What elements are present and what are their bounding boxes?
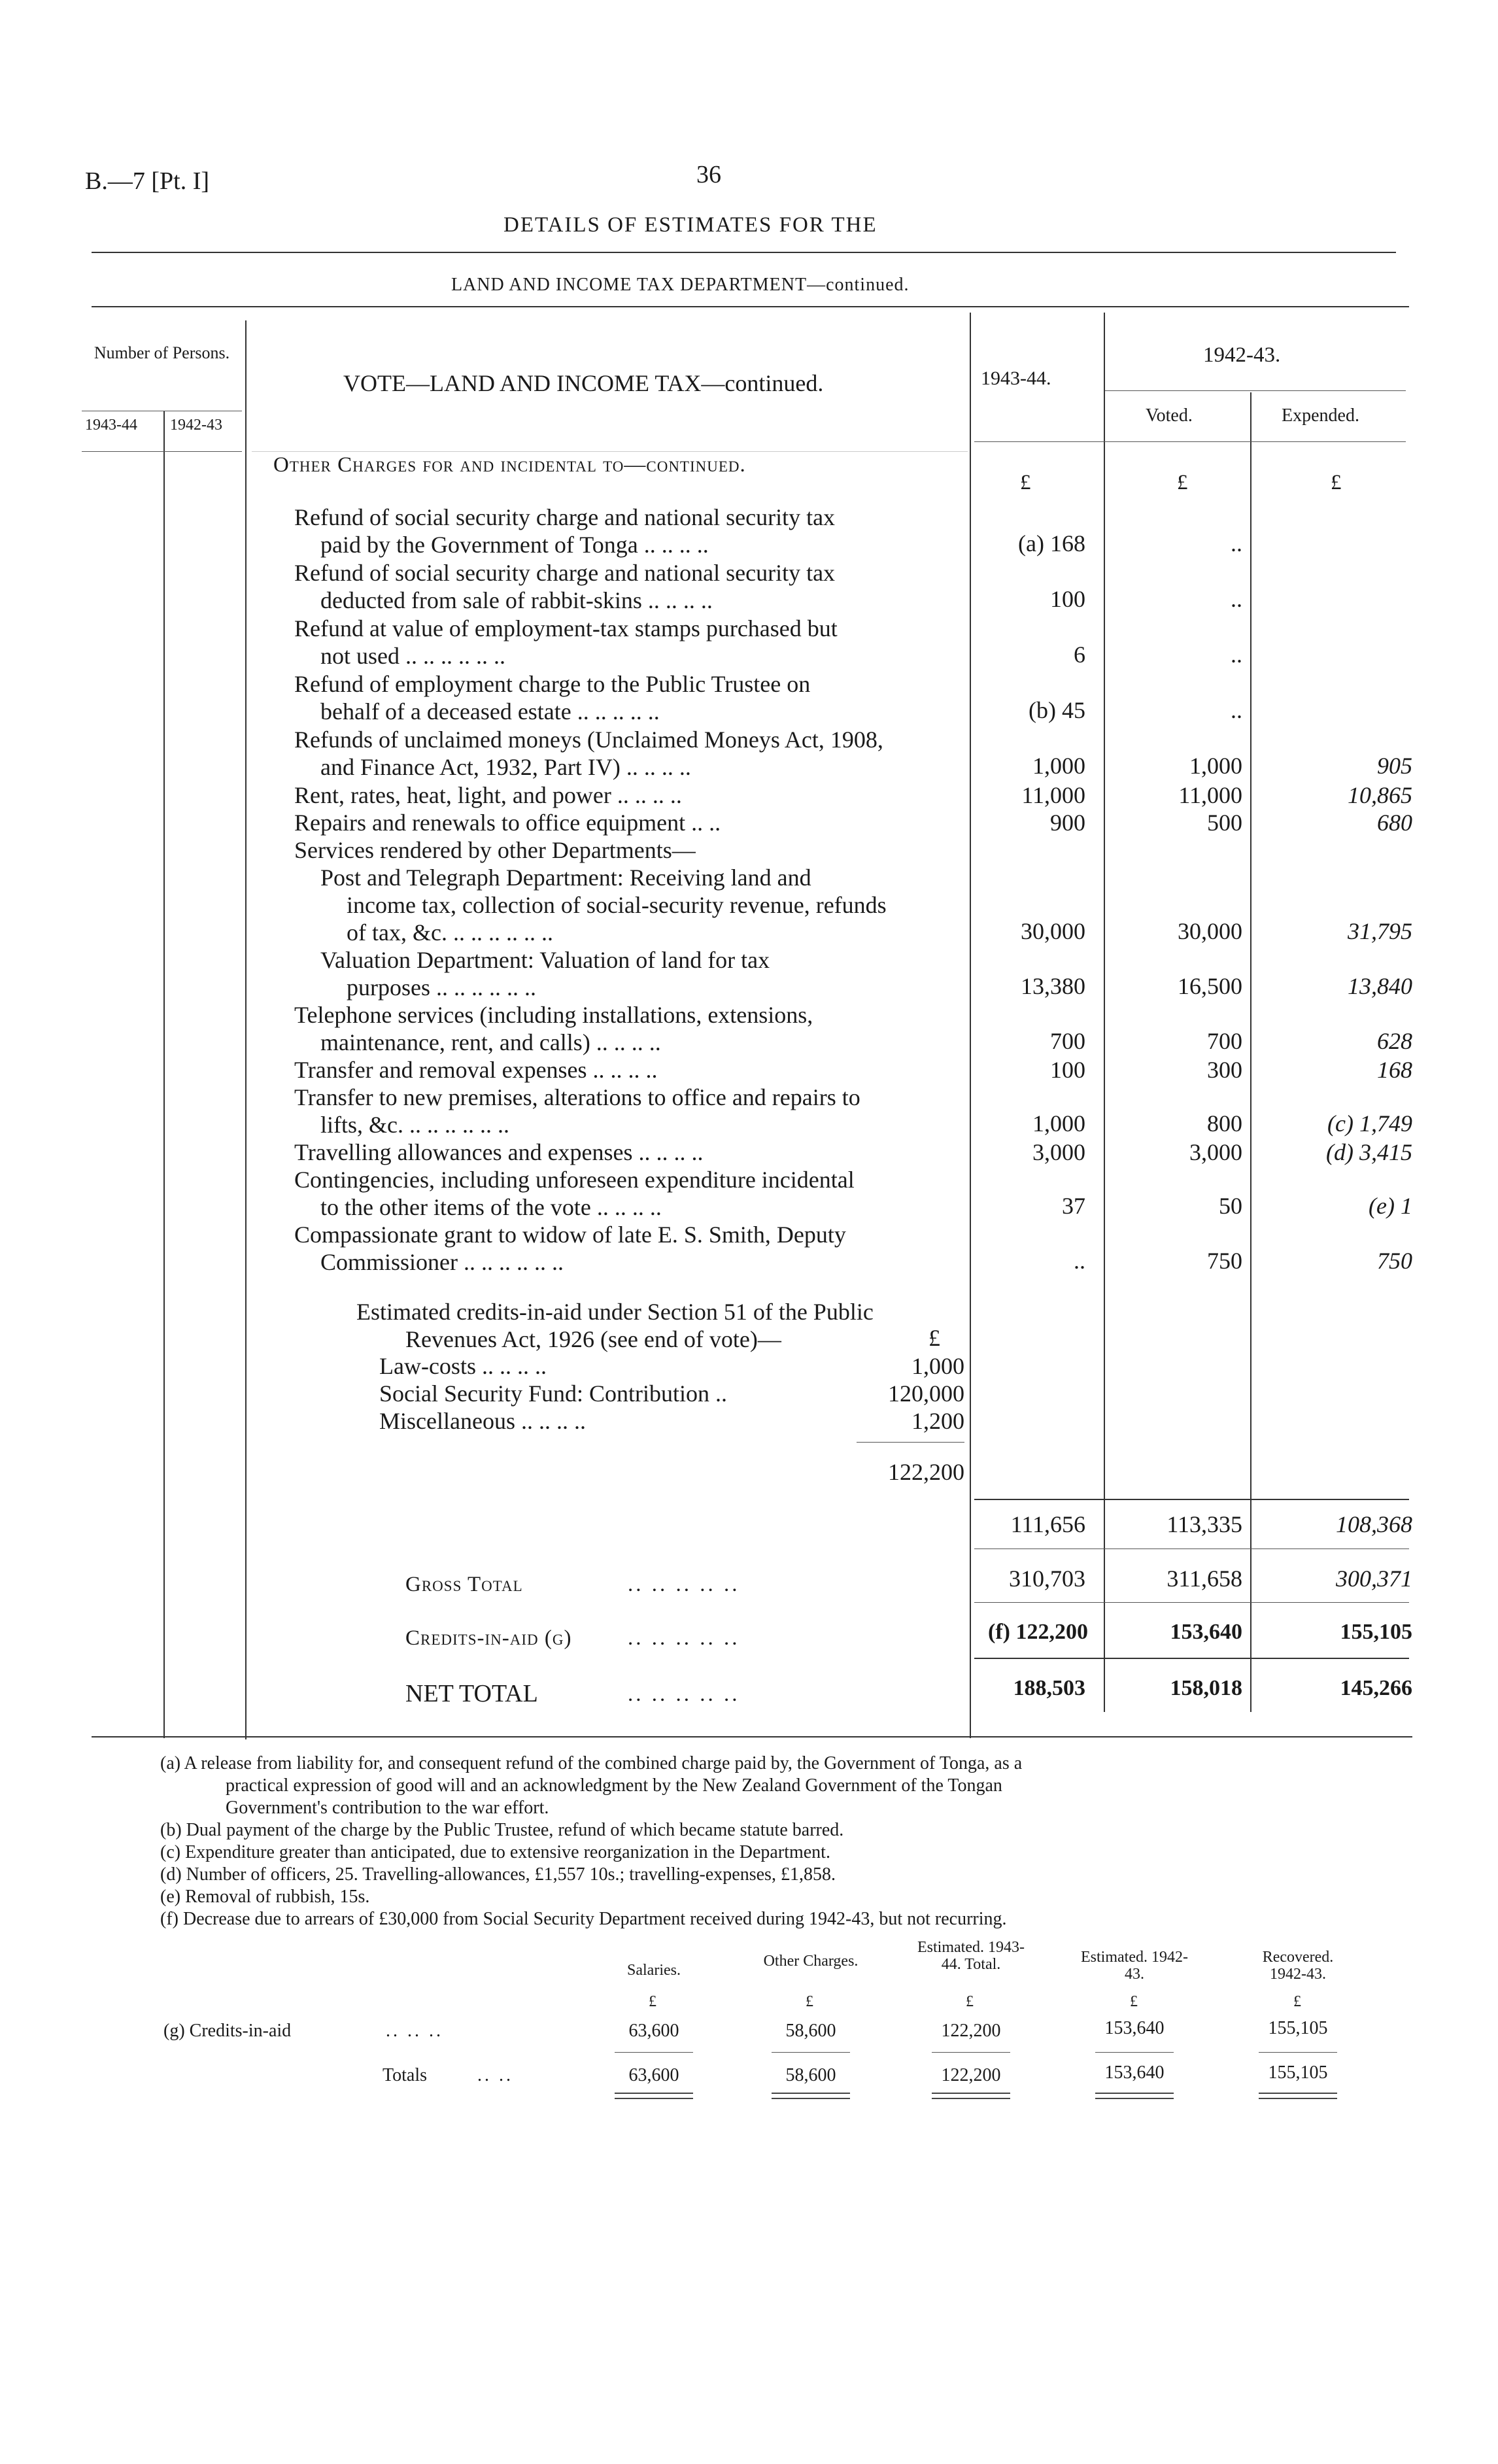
credits-in-aid-voted: 153,640 [1170, 1620, 1242, 1644]
summary-cell: 63,600 [628, 2021, 679, 2041]
item-expended-1942: 628 [1377, 1028, 1412, 1054]
summary-double-rule [615, 2093, 693, 2099]
item-estimate-1943: 11,000 [1021, 782, 1085, 808]
net-total-voted: 158,018 [1170, 1676, 1242, 1700]
net-total-1943: 188,503 [1013, 1676, 1085, 1700]
summary-header-other: Other Charges. [763, 1953, 859, 1970]
column-rule [245, 320, 247, 1739]
credit-row-amount: 1,000 [911, 1353, 964, 1379]
item-estimate-1943: 1,000 [1032, 1110, 1085, 1137]
item-estimate-1943: 1,000 [1032, 753, 1085, 779]
summary-header-estimated: Estimated. 1942-43. [1081, 1949, 1188, 1983]
item-voted-1942: 750 [1207, 1248, 1242, 1274]
page-reference: B.—7 [Pt. I] [85, 167, 209, 195]
header-rule [974, 441, 1406, 442]
summary-pound: £ [966, 1993, 974, 2010]
item-estimate-1943: (a) 168 [1018, 530, 1085, 556]
footnote: (e) Removal of rubbish, 15s. [160, 1887, 370, 1907]
credits-in-aid-label: Credits-in-aid (g) [405, 1626, 572, 1650]
item-voted-1942: .. [1231, 697, 1242, 723]
table-top-rule [92, 306, 1409, 307]
credits-intro-line2: Revenues Act, 1926 (see end of vote)— [405, 1326, 781, 1352]
item-voted-1942: 800 [1207, 1110, 1242, 1137]
item-estimate-1943: (b) 45 [1029, 697, 1085, 723]
summary-rule [615, 2052, 693, 2053]
currency-voted: £ [1177, 471, 1188, 494]
net-total-label: NET TOTAL [405, 1680, 538, 1707]
leader-dots: .. .. [477, 2065, 513, 2085]
footnote: (a) A release from liability for, and consequent refund of the combined charge paid by, the Government of Tonga, as a [160, 1753, 1023, 1773]
item-line: Refunds of unclaimed moneys (Unclaimed Moneys Act, 1908, [294, 727, 883, 753]
page-title: DETAILS OF ESTIMATES FOR THE [503, 213, 877, 237]
subtotal-rule [974, 1499, 1409, 1500]
total-rule [974, 1602, 1409, 1603]
item-voted-1942: 30,000 [1178, 918, 1242, 944]
column-rule [1250, 392, 1251, 1712]
item-line: Travelling allowances and expenses .. .. .. .. [294, 1139, 704, 1165]
item-line: Post and Telegraph Department: Receiving land and [320, 864, 811, 891]
item-line: deducted from sale of rabbit-skins .. .. .. .. [320, 587, 713, 613]
item-voted-1942: .. [1231, 586, 1242, 612]
item-line: and Finance Act, 1932, Part IV) .. .. .. .. [320, 754, 691, 780]
item-line: Commissioner .. .. .. .. .. .. [320, 1249, 564, 1275]
gross-total-expended: 300,371 [1336, 1566, 1412, 1592]
summary-double-rule [772, 2093, 850, 2099]
persons-header: Number of Persons. [94, 343, 230, 362]
vote-title: VOTE—LAND AND INCOME TAX—continued. [343, 370, 824, 396]
credit-row-label: Miscellaneous .. .. .. .. [379, 1408, 586, 1434]
summary-cell: 63,600 [628, 2065, 679, 2085]
footnote: Government's contribution to the war effort. [226, 1798, 549, 1818]
persons-col-1943: 1943-44 [85, 417, 137, 434]
item-expended-1942: 31,795 [1348, 918, 1412, 944]
item-line: paid by the Government of Tonga .. .. .. .. [320, 532, 709, 558]
item-line: Transfer and removal expenses .. .. .. .. [294, 1057, 658, 1083]
item-line: Transfer to new premises, alterations to office and repairs to [294, 1084, 860, 1110]
subtotal-voted: 113,335 [1166, 1511, 1242, 1537]
item-estimate-1943: 900 [1050, 810, 1085, 836]
gross-total-voted: 311,658 [1166, 1566, 1242, 1592]
item-expended-1942: 13,840 [1348, 973, 1412, 999]
summary-cell: 155,105 [1268, 2062, 1328, 2083]
summary-header-salaries: Salaries. [627, 1962, 681, 1979]
item-line: not used .. .. .. .. .. .. [320, 643, 505, 669]
page-number: 36 [696, 161, 721, 188]
summary-header-estimated-total: Estimated. 1943-44. Total. [917, 1939, 1025, 1973]
credit-row-label: Social Security Fund: Contribution .. [379, 1380, 727, 1407]
item-line: behalf of a deceased estate .. .. .. .. .. [320, 698, 660, 725]
item-voted-1942: .. [1231, 642, 1242, 668]
item-expended-1942: 680 [1377, 810, 1412, 836]
currency-1943: £ [1020, 471, 1031, 494]
header-rule [82, 451, 242, 452]
footnote: practical expression of good will and an acknowledgment by the New Zealand Government of the Tongan [226, 1775, 1002, 1796]
leader-dots: .. .. .. [386, 2021, 443, 2041]
header-rule [252, 451, 968, 452]
item-line: purposes .. .. .. .. .. .. [347, 974, 536, 1001]
summary-rule [772, 2052, 850, 2053]
col-1942-header: 1942-43. [1203, 343, 1281, 367]
summary-double-rule [932, 2093, 1010, 2099]
item-line: income tax, collection of social-security revenue, refunds [347, 892, 887, 918]
item-line: Contingencies, including unforeseen expenditure incidental [294, 1167, 855, 1193]
expended-header: Expended. [1282, 405, 1359, 426]
summary-pound: £ [1293, 1993, 1301, 2010]
item-estimate-1943: 100 [1050, 1057, 1085, 1083]
total-rule [974, 1658, 1409, 1659]
credits-in-aid-1943: (f) 122,200 [988, 1620, 1088, 1644]
item-line: of tax, &c. .. .. .. .. .. .. [347, 919, 553, 946]
subtotal-1943: 111,656 [1010, 1511, 1085, 1537]
credit-row-amount: 120,000 [888, 1380, 964, 1407]
footnote: (d) Number of officers, 25. Travelling-allowances, £1,557 10s.; travelling-expenses, £1,858. [160, 1864, 836, 1885]
column-rule [163, 411, 165, 1738]
item-line: to the other items of the vote .. .. .. .. [320, 1194, 662, 1220]
subtotal-expended: 108,368 [1336, 1511, 1412, 1537]
item-line: Refund of social security charge and national security tax [294, 504, 836, 530]
section-heading: Other Charges for and incidental to—continued. [273, 453, 746, 477]
summary-double-rule [1259, 2093, 1337, 2099]
item-line: maintenance, rent, and calls) .. .. .. .. [320, 1029, 661, 1055]
gross-total-1943: 310,703 [1009, 1566, 1085, 1592]
currency-expended: £ [1331, 471, 1342, 494]
item-voted-1942: 3,000 [1189, 1139, 1242, 1165]
summary-cell: 122,200 [941, 2021, 1001, 2041]
summary-pound: £ [1130, 1993, 1138, 2010]
leader-dots: .. .. .. .. .. [628, 1573, 740, 1596]
item-line: Telephone services (including installations, extensions, [294, 1002, 813, 1028]
column-rule [1104, 313, 1105, 1712]
leader-dots: .. .. .. .. .. [628, 1683, 740, 1706]
summary-pound: £ [806, 1993, 813, 2010]
item-expended-1942: (c) 1,749 [1327, 1110, 1412, 1137]
credit-row-amount: 1,200 [911, 1408, 964, 1434]
column-rule [970, 313, 971, 1738]
item-voted-1942: 500 [1207, 810, 1242, 836]
voted-header: Voted. [1146, 405, 1193, 426]
summary-cell: 155,105 [1268, 2018, 1328, 2038]
summary-cell: 153,640 [1104, 2062, 1165, 2083]
item-estimate-1943: 6 [1074, 642, 1085, 668]
persons-col-1942: 1942-43 [170, 417, 222, 434]
gross-total-label: Gross Total [405, 1573, 523, 1596]
credit-row-label: Law-costs .. .. .. .. [379, 1353, 547, 1379]
item-expended-1942: (d) 3,415 [1326, 1139, 1412, 1165]
item-line: Repairs and renewals to office equipment .. .. [294, 810, 721, 836]
credits-intro-line1: Estimated credits-in-aid under Section 51 of the Public [356, 1299, 874, 1325]
divider [92, 252, 1396, 253]
item-voted-1942: 1,000 [1189, 753, 1242, 779]
item-voted-1942: .. [1231, 530, 1242, 556]
summary-rule [1259, 2052, 1337, 2053]
item-line: Refund of employment charge to the Public Trustee on [294, 671, 811, 697]
summary-totals-label: Totals [383, 2065, 428, 2085]
item-expended-1942: (e) 1 [1369, 1193, 1412, 1219]
item-estimate-1943: 30,000 [1021, 918, 1085, 944]
header-rule [1105, 390, 1406, 391]
credits-sum-rule [857, 1442, 964, 1443]
credits-in-aid-expended: 155,105 [1340, 1620, 1412, 1644]
item-voted-1942: 16,500 [1178, 973, 1242, 999]
summary-rule [932, 2052, 1010, 2053]
item-voted-1942: 300 [1207, 1057, 1242, 1083]
item-estimate-1943: 700 [1050, 1028, 1085, 1054]
item-line: Rent, rates, heat, light, and power .. .. .. .. [294, 782, 682, 808]
summary-pound: £ [649, 1993, 656, 2010]
item-expended-1942: 905 [1377, 753, 1412, 779]
table-bottom-rule [92, 1736, 1412, 1737]
net-total-expended: 145,266 [1340, 1676, 1412, 1700]
footnote: (c) Expenditure greater than anticipated, due to extensive reorganization in the Department. [160, 1842, 830, 1862]
footnote: (b) Dual payment of the charge by the Public Trustee, refund of which became statute barred. [160, 1820, 844, 1840]
item-estimate-1943: 100 [1050, 586, 1085, 612]
summary-cell: 58,600 [785, 2065, 836, 2085]
item-expended-1942: 10,865 [1348, 782, 1412, 808]
footnote: (f) Decrease due to arrears of £30,000 from Social Security Department received during 1942-43, but not recurring. [160, 1909, 1007, 1929]
leader-dots: .. .. .. .. .. [628, 1626, 740, 1650]
item-voted-1942: 50 [1219, 1193, 1242, 1219]
item-estimate-1943: 37 [1062, 1193, 1085, 1219]
summary-cell: 58,600 [785, 2021, 836, 2041]
summary-header-recovered: Recovered. 1942-43. [1262, 1949, 1334, 1983]
item-line: Refund at value of employment-tax stamps purchased but [294, 615, 838, 642]
item-line: Compassionate grant to widow of late E. S. Smith, Deputy [294, 1222, 846, 1248]
item-line: Refund of social security charge and national security tax [294, 560, 836, 586]
col-1943-header: 1943-44. [981, 368, 1051, 389]
summary-double-rule [1095, 2093, 1174, 2099]
item-expended-1942: 750 [1377, 1248, 1412, 1274]
credits-pound: £ [928, 1325, 940, 1351]
item-line: Valuation Department: Valuation of land for tax [320, 947, 770, 973]
item-line: Services rendered by other Departments— [294, 837, 696, 863]
department-title: LAND AND INCOME TAX DEPARTMENT—continued. [451, 275, 910, 295]
item-estimate-1943: .. [1074, 1248, 1085, 1274]
summary-cell: 122,200 [941, 2065, 1001, 2085]
item-estimate-1943: 13,380 [1021, 973, 1085, 999]
item-expended-1942: 168 [1377, 1057, 1412, 1083]
item-line: lifts, &c. .. .. .. .. .. .. [320, 1112, 509, 1138]
item-estimate-1943: 3,000 [1032, 1139, 1085, 1165]
item-voted-1942: 700 [1207, 1028, 1242, 1054]
summary-cell: 153,640 [1104, 2018, 1165, 2038]
item-voted-1942: 11,000 [1178, 782, 1242, 808]
credits-total: 122,200 [888, 1459, 964, 1485]
summary-rule [1095, 2052, 1174, 2053]
summary-row-label: (g) Credits-in-aid [163, 2021, 292, 2041]
